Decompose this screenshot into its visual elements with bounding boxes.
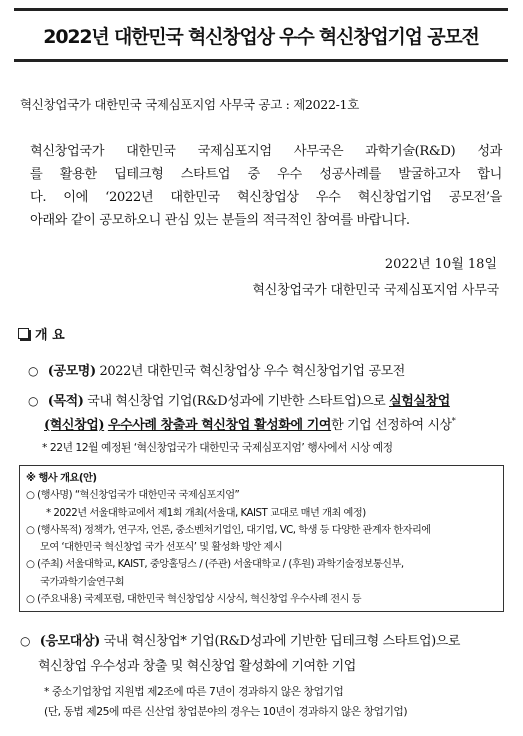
section-overview-heading <box>18 324 65 343</box>
event-box-row: ○ (행사목적) 정책가, 연구자, 언론, 중소벤처기업인, 대기업, VC, 학생 등 다양한 관계자 한자리에 <box>26 524 431 536</box>
circle-bullet-icon: ○ <box>28 394 39 408</box>
title-banner <box>14 8 508 62</box>
notice-number: 혁신창업국가 대한민국 국제심포지엄 사무국 공고 : 제2022-1호 <box>20 97 359 112</box>
intro-line: 혁신창업국가 대한민국 국제심포지엄 사무국은 과학기술(R&D) 성과 <box>30 144 502 159</box>
event-overview-box <box>19 465 504 612</box>
intro-line: 다. 이에 ‘2022년 대한민국 혁신창업상 우수 혁신창업기업 공모전’을 <box>30 190 502 205</box>
intro-line: 아래와 같이 공모하오니 관심 있는 분들의 적극적인 참여를 바랍니다. <box>30 213 410 228</box>
item-text: 2022년 대한민국 혁신창업상 우수 혁신창업기업 공모전 <box>99 364 405 379</box>
page-title: 2022년 대한민국 혁신창업상 우수 혁신창업기업 공모전 <box>43 25 479 48</box>
event-box-row: ○ (행사명) “혁신창업국가 대한민국 국제심포지엄” <box>26 490 240 502</box>
item-text: 국내 혁신창업* 기업(R&D성과에 기반한 딥테크형 스타트업)으로 <box>103 634 461 649</box>
checkbox-square-icon <box>18 328 29 339</box>
target-footnote: (단, 동법 제25에 따른 신산업 창업분야의 경우는 10년이 경과하지 않은 창업기업) <box>44 705 408 718</box>
intro-paragraph <box>30 140 502 232</box>
event-box-row: * 2022년 서울대학교에서 제1회 개최(서울대, KAIST 교대로 매년 개최 예정) <box>46 507 366 519</box>
item-purpose-line2 <box>44 414 455 433</box>
item-label: (공모명) <box>47 364 96 379</box>
event-box-row: ○ (주최) 서울대학교, KAIST, 중앙홀딩스 / (주관) 서울대학교 / (후원) 과학기술정보통신부, <box>26 559 404 571</box>
item-contest-name <box>28 360 405 379</box>
event-box-row: 모여 ‘대한민국 혁신창업 국가 선포식’ 및 활성화 방안 제시 <box>40 542 283 554</box>
intro-line: 를 활용한 딥테크형 스타트업 중 우수 성공사례를 발굴하고자 합니 <box>30 167 502 182</box>
event-box-heading: ※ 행사 개요(안) <box>26 473 97 484</box>
purpose-footnote: * 22년 12월 예정된 ‘혁신창업국가 대한민국 국제심포지엄’ 행사에서 시상 예정 <box>42 441 393 454</box>
target-footnote: * 중소기업창업 지원법 제2조에 따른 7년이 경과하지 않은 창업기업 <box>44 685 344 698</box>
item-emphasis: 실험실창업 <box>389 394 450 409</box>
item-target-line1 <box>20 630 460 649</box>
announcement-date: 2022년 10월 18일 <box>384 257 497 272</box>
item-emphasis: (혁신창업) <box>44 418 105 433</box>
item-label: (응모대상) <box>39 634 100 649</box>
item-text: 국내 혁신창업 기업(R&D성과에 기반한 스타트업)으로 <box>87 394 386 409</box>
item-label: (목적) <box>47 394 84 409</box>
event-box-row: ○ (주요내용) 국제포럼, 대한민국 혁신창업상 시상식, 혁신창업 우수사례 전시 등 <box>26 594 362 606</box>
circle-bullet-icon: ○ <box>28 364 39 378</box>
event-box-row: 국가과학기술연구회 <box>40 576 125 588</box>
issuing-organization: 혁신창업국가 대한민국 국제심포지엄 사무국 <box>252 283 499 298</box>
section-overview-label: 개 요 <box>35 328 65 343</box>
item-emphasis: 우수사례 창출과 혁신창업 활성화에 기여 <box>107 418 332 433</box>
item-purpose-line1 <box>28 390 450 409</box>
footnote-star: * <box>451 416 456 426</box>
item-target-line2: 혁신창업 우수성과 창출 및 혁신창업 활성화에 기여한 기업 <box>38 659 356 674</box>
item-text: 한 기업 선정하여 시상 <box>331 418 452 433</box>
circle-bullet-icon: ○ <box>20 634 31 648</box>
